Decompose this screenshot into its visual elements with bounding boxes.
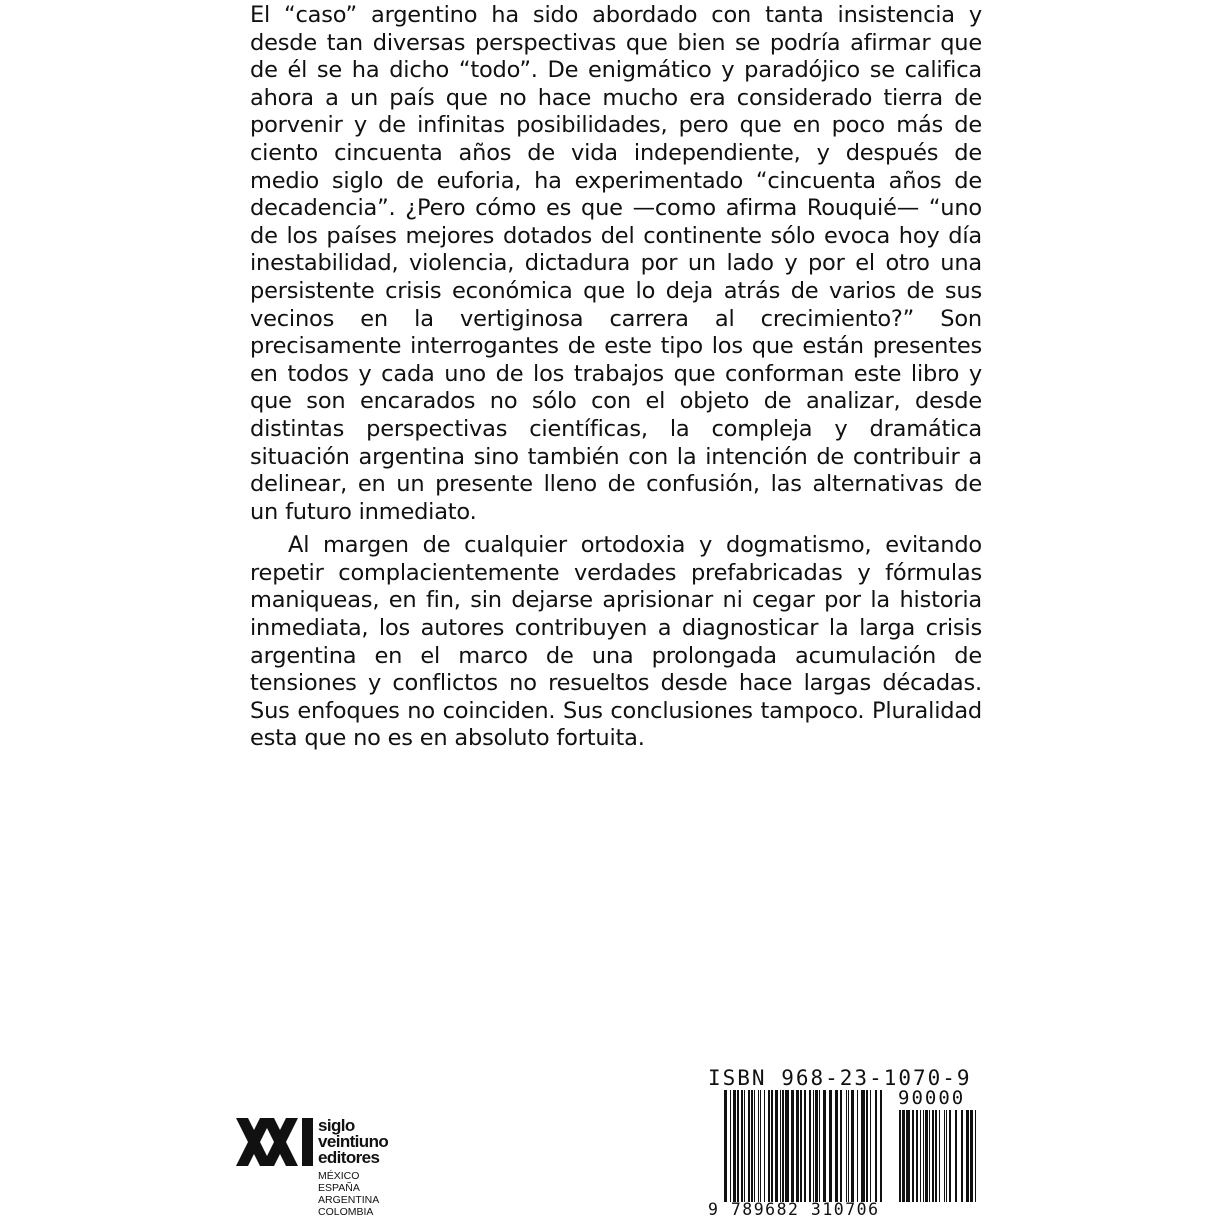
barcode-addon-digits: 90000 [898,1087,966,1109]
publisher-name-line: veintiuno [318,1132,389,1151]
country-name: COLOMBIA [318,1206,374,1218]
country-name: MÉXICO [318,1170,360,1182]
publisher-countries [318,1170,379,1218]
publisher-logo [236,1118,436,1228]
country-name: ARGENTINA [318,1194,380,1206]
publisher-name [318,1118,388,1166]
publisher-name-line: siglo [318,1116,355,1135]
ean-barcode-icon [724,1090,882,1202]
back-cover-blurb [250,2,982,753]
publisher-name-line: editores [318,1148,380,1167]
barcode-ean-digits: 9 789682 310706 [708,1200,880,1219]
addon-barcode-icon [899,1110,977,1202]
country-name: ESPAÑA [318,1182,360,1194]
blurb-paragraph-1: El “caso” argentino ha sido abordado con tanta insistencia y desde tan diversas perspectivas que bien se podría afirmar que de él se ha dicho “todo”. De enigmático y paradójico se califica ahora a un país que no hace mucho era considerado tierra de porvenir y de infinitas posibilidades, pero que en poco más de ciento cincuenta años de vida independiente, y después de medio siglo de euforia, ha experimentado “cincuenta años de decadencia”. ¿Pero cómo es que —como afirma Rouquié— “uno de los países mejores dotados del continente sólo evoca hoy día inestabilidad, violencia, dictadura por un lado y por el otro una persistente crisis económica que lo deja atrás de varios de sus vecinos en la vertiginosa carrera al crecimiento?” Son precisamente interrogantes de este tipo los que están presentes en todos y cada uno de los trabajos que conforman este libro y que son encarados no sólo con el objeto de analizar, desde distintas perspectivas científicas, la compleja y dramática situación argentina sino también con la intención de contribuir a delinear, en un presente lleno de confusión, las alternativas de un futuro inmediato. [250,2,982,525]
siglo-xxi-logo-icon [236,1118,316,1166]
blurb-paragraph-2: Al margen de cualquier ortodoxia y dogmatismo, evitando repetir complacientemente verdades prefabricadas y fórmulas maniqueas, en fin, sin dejarse aprisionar ni cegar por la historia inmediata, los autores contribuyen a diagnosticar la larga crisis argentina en el marco de una prolongada acumulación de tensiones y conflictos no resueltos desde hace largas décadas. Sus enfoques no coinciden. Sus conclusiones tampoco. Pluralidad esta que no es en absoluto fortuita. [250,532,982,752]
isbn-label: ISBN 968-23-1070-9 [708,1066,972,1090]
